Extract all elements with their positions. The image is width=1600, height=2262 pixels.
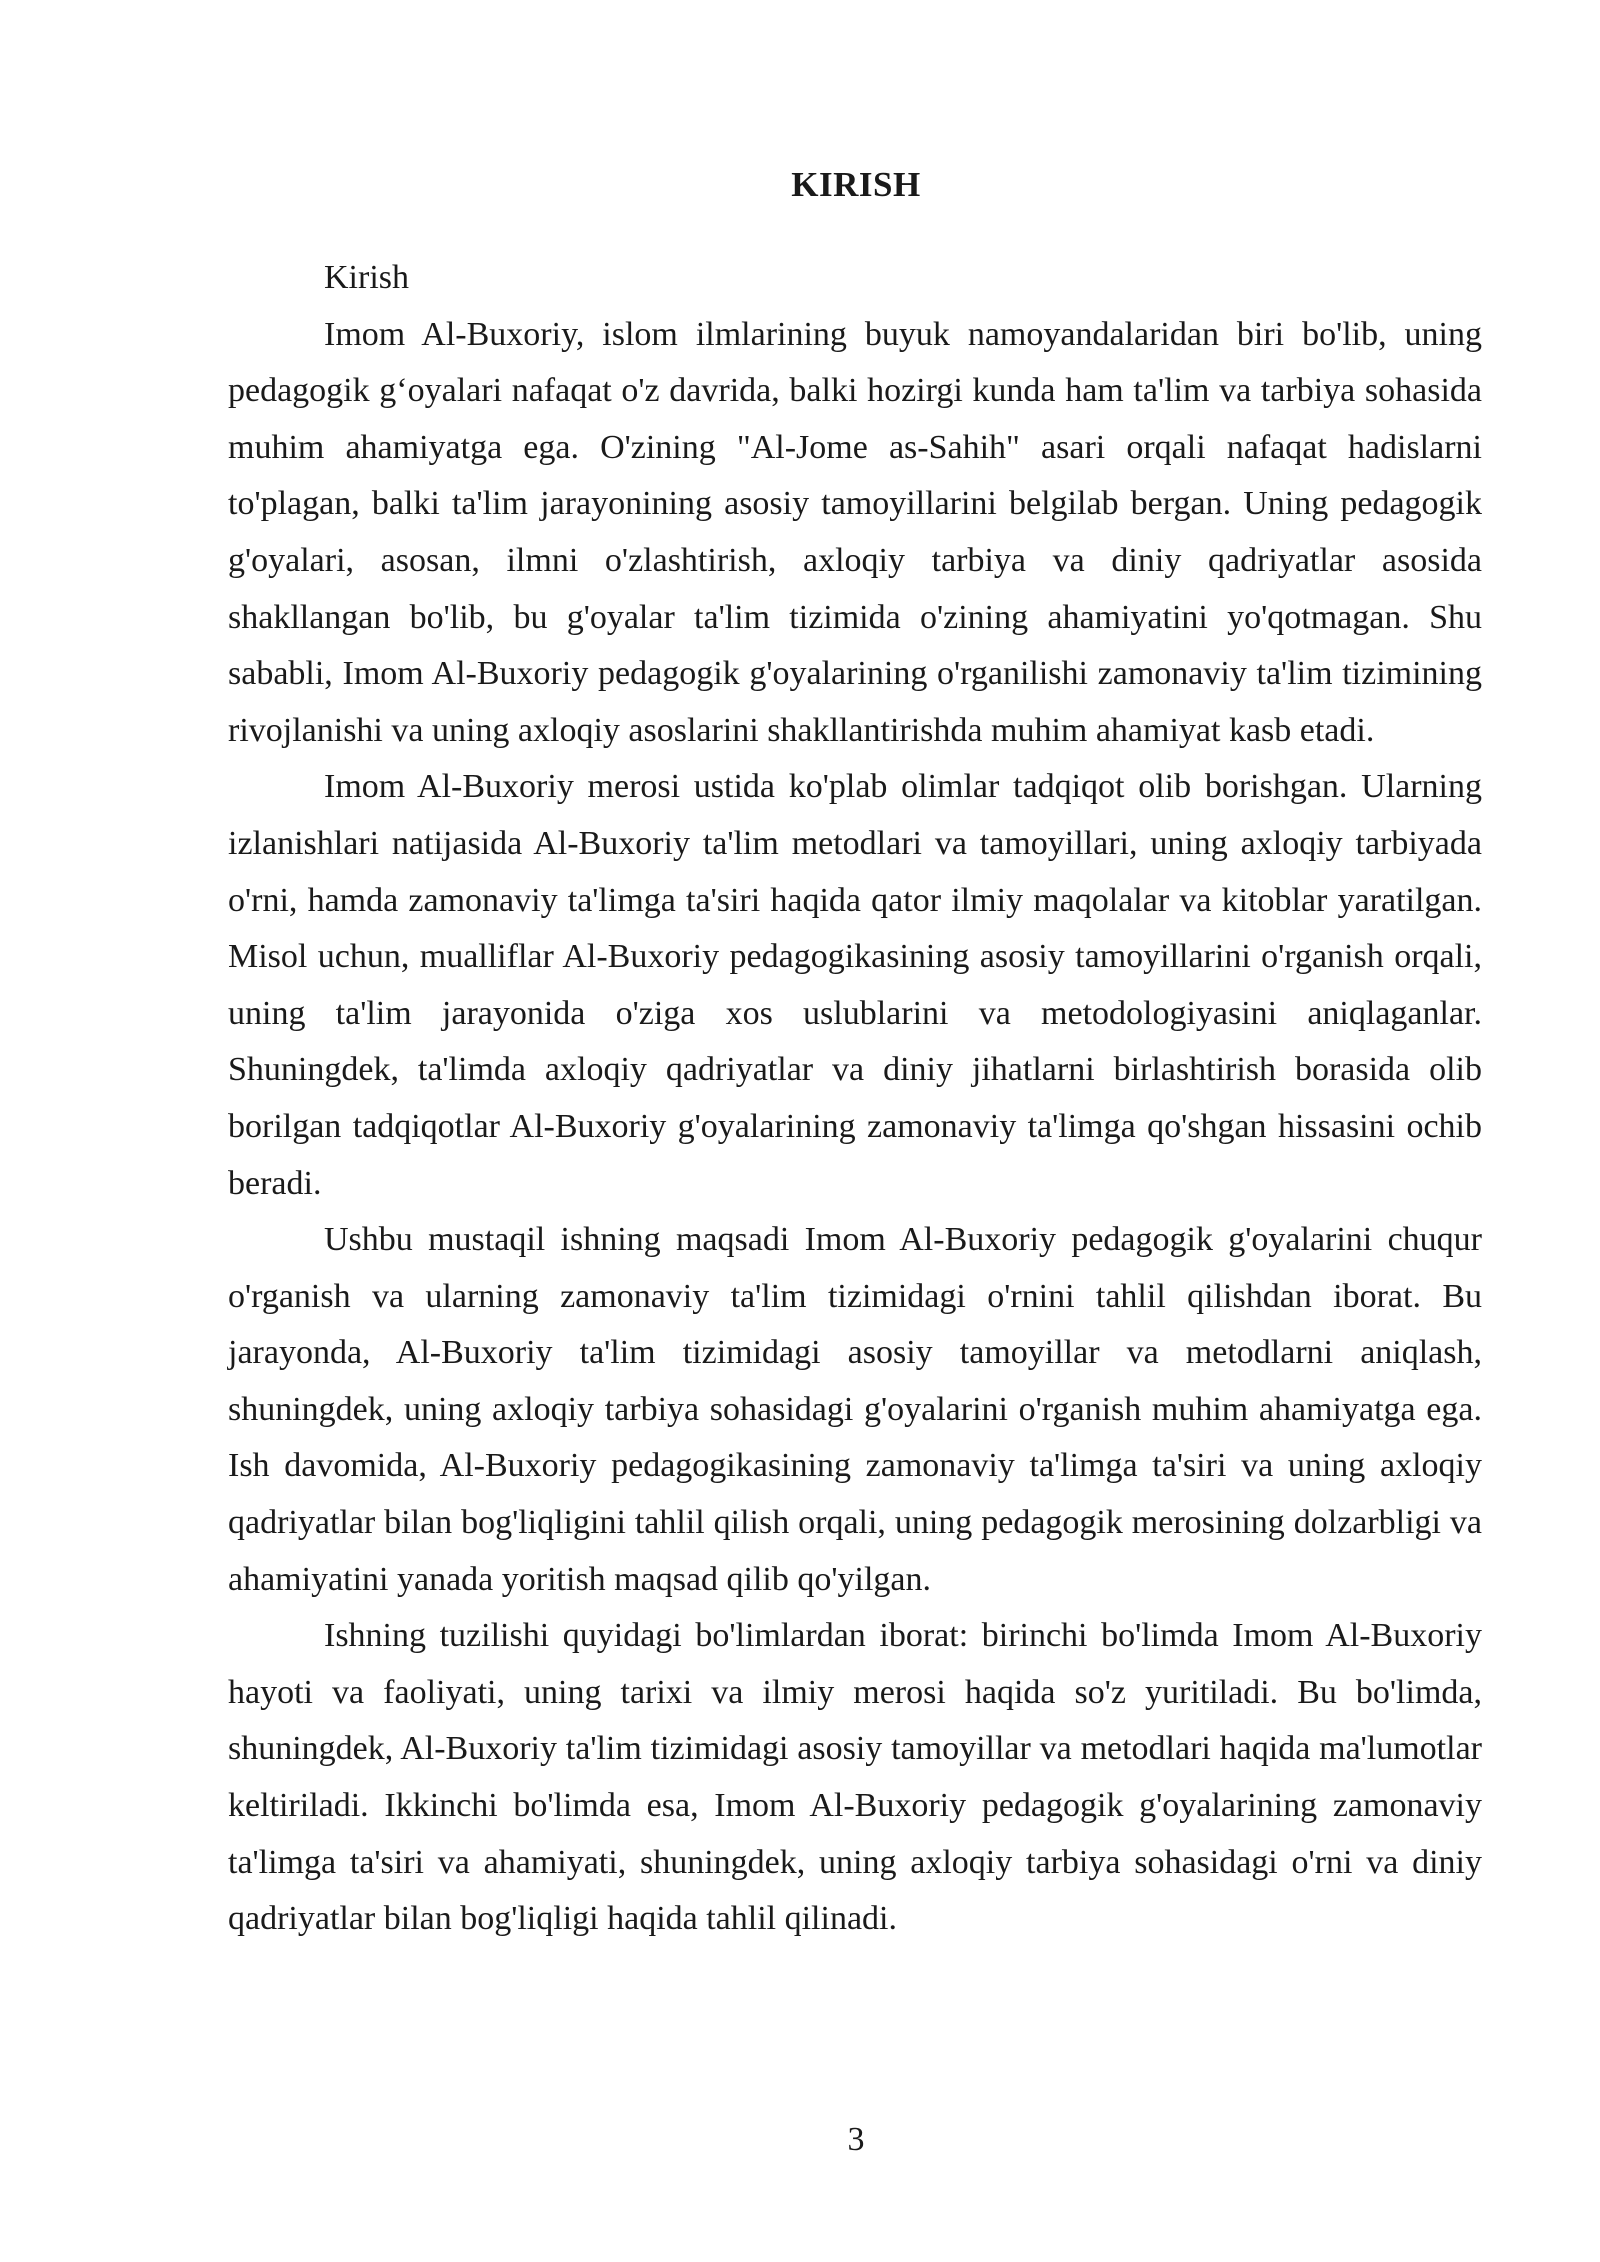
paragraph: Imom Al-Buxoriy merosi ustida ko'plab olimlar tadqiqot olib borishgan. Ularning izlanishlari natijasida Al-Buxoriy ta'lim metodlari va tamoyillari, uning axloqiy tarbiyada o'rni, hamda zamonaviy ta'limga ta'siri haqida qator ilmiy maqolalar va kitoblar yaratilgan. Misol uchun, mualliflar Al-Buxoriy pedagogikasining asosiy tamoyillarini o'rganish orqali, uning ta'lim jarayonida o'ziga xos uslublarini va metodologiyasini aniqlaganlar. Shuningdek, ta'limda axloqiy qadriyatlar va diniy jihatlarni birlashtirish borasida olib borilgan tadqiqotlar Al-Buxoriy g'oyalarining zamonaviy ta'limga qo'shgan hissasini ochib beradi. (228, 768, 1482, 1202)
paragraph: Imom Al-Buxoriy, islom ilmlarining buyuk namoyandalaridan biri bo'lib, uning pedagogik g‘oyalari nafaqat o'z davrida, balki hozirgi kunda ham ta'lim va tarbiya sohasida muhim ahamiyatga ega. O'zining "Al-Jome as-Sahih" asari orqali nafaqat hadislarni to'plagan, balki ta'lim jarayonining asosiy tamoyillarini belgilab bergan. Uning pedagogik g'oyalari, asosan, ilmni o'zlashtirish, axloqiy tarbiya va diniy qadriyatlar asosida shakllangan bo'lib, bu g'oyalar ta'lim tizimida o'zining ahamiyatini yo'qotmagan. Shu sababli, Imom Al-Buxoriy pedagogik g'oyalarining o'rganilishi zamonaviy ta'lim tizimining rivojlanishi va uning axloqiy asoslarini shakllantirishda muhim ahamiyat kasb etadi. (228, 315, 1482, 749)
paragraph: Ushbu mustaqil ishning maqsadi Imom Al-Buxoriy pedagogik g'oyalarini chuqur o'rganish va ularning zamonaviy ta'lim tizimidagi o'rnini tahlil qilishdan iborat. Bu jarayonda, Al-Buxoriy ta'lim tizimidagi asosiy tamoyillar va metodlarni aniqlash, shuningdek, uning axloqiy tarbiya sohasidagi g'oyalarini o'rganish muhim ahamiyatga ega. Ish davomida, Al-Buxoriy pedagogikasining zamonaviy ta'limga ta'siri va uning axloqiy qadriyatlar bilan bog'liqligini tahlil qilish orqali, uning pedagogik merosining dolzarbligi va ahamiyatini yanada yoritish maqsad qilib qo'yilgan. (228, 1221, 1482, 1598)
page-number: 3 (847, 2121, 865, 2158)
sub-heading: Kirish (324, 259, 409, 296)
paragraph: Ishning tuzilishi quyidagi bo'limlardan iborat: birinchi bo'limda Imom Al-Buxoriy hayoti va faoliyati, uning tarixi va ilmiy merosi haqida so'z yuritiladi. Bu bo'limda, shuningdek, Al-Buxoriy ta'lim tizimidagi asosiy tamoyillar va metodlari haqida ma'lumotlar keltiriladi. Ikkinchi bo'limda esa, Imom Al-Buxoriy pedagogik g'oyalarining zamonaviy ta'limga ta'siri va ahamiyati, shuningdek, uning axloqiy tarbiya sohasidagi o'rni va diniy qadriyatlar bilan bog'liqligi haqida tahlil qilinadi. (228, 1617, 1482, 1938)
page-heading: KIRISH (791, 165, 921, 204)
document-body (228, 250, 1482, 1948)
